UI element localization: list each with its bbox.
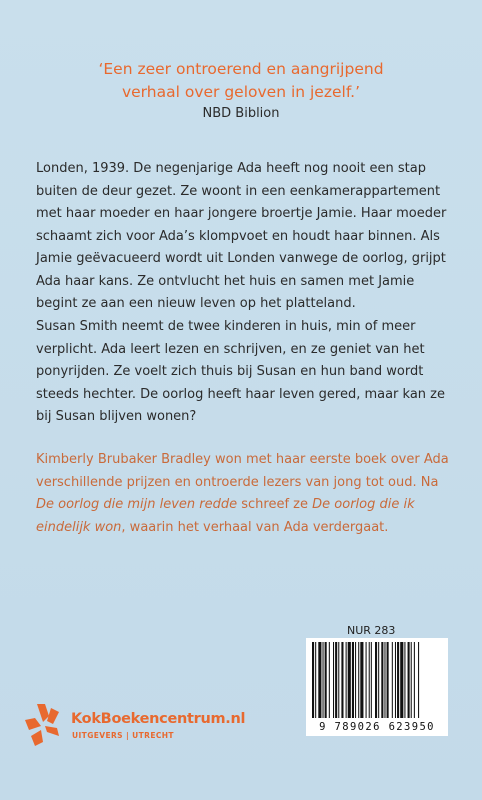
barcode-bar [418, 642, 419, 718]
review-quote [40, 58, 442, 104]
barcode-bar [348, 642, 351, 718]
quote-source: NBD Biblion [202, 106, 280, 121]
barcode-bar [369, 642, 370, 718]
publisher-name: KokBoekencentrum.nl [71, 711, 246, 727]
title-new-book: De oorlog die ik eindelijk won [36, 497, 415, 535]
barcode-bar [395, 642, 396, 718]
author-text-a: Kimberly Brubaker Bradley won met haar eerste boek over Ada verschillende prijzen en ontroerde lezers van jong tot oud. Na [36, 452, 449, 490]
barcode-bar [335, 642, 337, 718]
barcode-bar [325, 642, 327, 718]
barcode-bar [338, 642, 339, 718]
barcode-bar [414, 642, 415, 718]
barcode-bar [355, 642, 356, 718]
barcode-bars [306, 638, 448, 720]
publisher-star-icon [23, 702, 63, 748]
barcode-bar [315, 642, 316, 718]
author-paragraph [36, 449, 456, 539]
barcode-bar [411, 642, 412, 718]
barcode-bar [381, 642, 383, 718]
barcode-bar [392, 642, 393, 718]
barcode [306, 638, 448, 736]
barcode-bar [400, 642, 403, 718]
barcode-bar [358, 642, 359, 718]
publisher-location: UITGEVERS | UTRECHT [72, 731, 174, 740]
barcode-bar [333, 642, 334, 718]
nur-code: NUR 283 [347, 624, 396, 637]
title-first-book: De oorlog die mijn leven redde [36, 497, 238, 512]
barcode-bar [312, 642, 314, 718]
blurb-paragraph-2: Susan Smith neemt de twee kinderen in huis, min of meer verplicht. Ada leert lezen en schrijven, en ze geniet van het ponyrijden. Ze voelt zich thuis bij Susan en hun band wordt steeds hechter. De oorlog heeft haar leven gered, maar kan ze bij Susan blijven wonen? [36, 319, 445, 424]
publisher-logo [23, 702, 263, 752]
barcode-bar [371, 642, 372, 718]
quote-line-2: verhaal over geloven in jezelf.’ [121, 83, 361, 101]
barcode-bar [360, 642, 363, 718]
blurb-paragraph-1: Londen, 1939. De negenjarige Ada heeft nog nooit een stap buiten de deur gezet. Ze woont in een eenkamerappartement met haar moeder en haar jongere broertje Jamie. Haar moeder schaamt zich voor Ada’s klompvoet en houdt haar binnen. Als Jamie geëvacueerd wordt uit Londen vanwege de oorlog, grijpt Ada haar kans. Ze ontvlucht het huis en samen met Jamie begint ze aan een nieuw leven op het platteland. [36, 161, 447, 311]
barcode-bar [341, 642, 343, 718]
quote-line-1: ‘Een zeer ontroerend en aangrijpend [98, 60, 384, 78]
barcode-bar [384, 642, 385, 718]
barcode-bar [346, 642, 347, 718]
barcode-bar [397, 642, 399, 718]
barcode-bar [352, 642, 354, 718]
author-text-c: , waarin het verhaal van Ada verdergaat. [121, 519, 389, 535]
barcode-bar [387, 642, 389, 718]
author-text-b: schreef ze [237, 497, 313, 512]
barcode-bar [323, 642, 324, 718]
barcode-bar [375, 642, 377, 718]
barcode-bar [366, 642, 367, 718]
barcode-bar [318, 642, 321, 718]
barcode-bar [408, 642, 410, 718]
barcode-bar [329, 642, 330, 718]
isbn-number: 9 789026 623950 [306, 720, 448, 734]
barcode-bar [404, 642, 405, 718]
barcode-bar [378, 642, 379, 718]
